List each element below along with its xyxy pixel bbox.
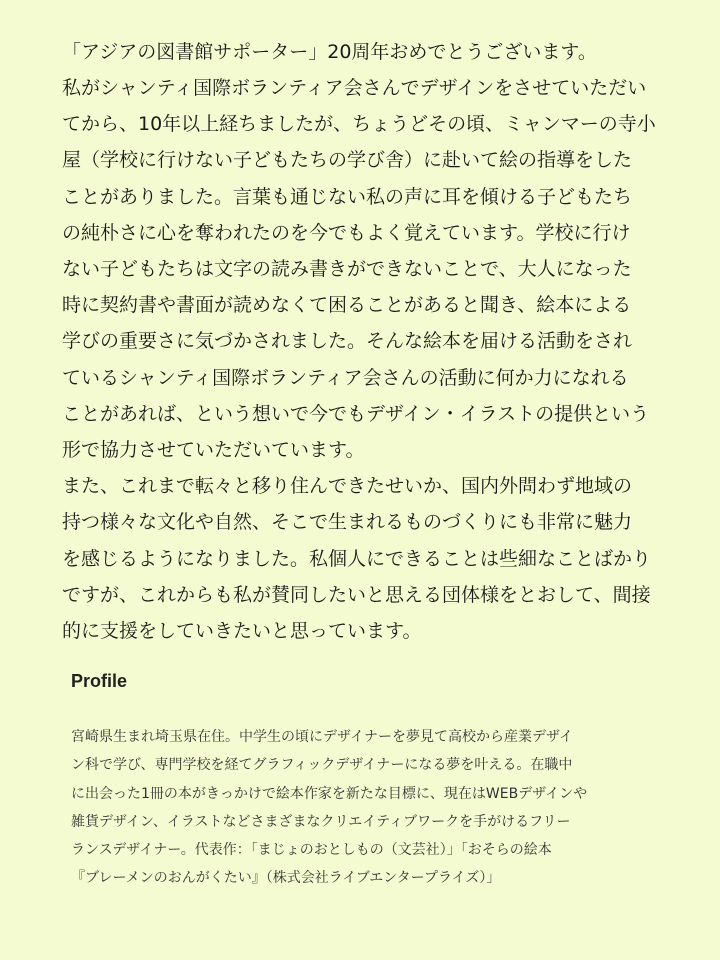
- profile-line: 宮崎県生まれ埼玉県在住。中学生の頃にデザイナーを夢見て高校から産業デザイ: [71, 729, 574, 745]
- profile-line: ン科で学び、専門学校を経てグラフィックデザイナーになる夢を叶える。在職中: [71, 757, 573, 774]
- paragraph-line: ことがあれば、という想いで今でもデザイン・イラストの提供という: [62, 402, 650, 425]
- profile-heading: Profile: [71, 671, 128, 691]
- paragraph-line: ているシャンティ国際ボランティア会さんの活動に何か力になれる: [62, 366, 629, 389]
- profile-line: 『ブレーメンのおんがくたい』（株式会社ライブエンタープライズ）」: [71, 870, 501, 887]
- message-section: [62, 34, 662, 649]
- profile-line: に出会った1冊の本がきっかけで絵本作家を新たな目標に、現在はWEBデザインや: [71, 785, 588, 802]
- message-title: 「アジアの図書館サポーター」20周年おめでとうございます。: [62, 41, 597, 63]
- profile-line: 雑貨デザイン、イラストなどさまざまなクリエイティブワークを手がけるフリー: [71, 813, 571, 830]
- paragraph-line: の純朴さに心を奪われたのを今でもよく覚えています。学校に行け: [62, 221, 631, 244]
- paragraph-line: 学びの重要さに気づかされました。そんな絵本を届ける活動をされ: [62, 330, 633, 353]
- paragraph-line: また、これまで転々と移り住んできたせいか、国内外問わず地域の: [62, 475, 633, 498]
- paragraph-line: 屋（学校に行けない子どもたちの学び舎）に赴いて絵の指導をした: [62, 149, 633, 172]
- paragraph-line: 的に支援をしていきたいと思っています。: [62, 620, 422, 643]
- paragraph-line: 持つ様々な文化や自然、そこで生まれるものづくりにも非常に魅力: [62, 511, 633, 534]
- profile-line: ランスデザイナー。代表作：「まじょのおとしもの（文芸社）」「おそらの絵本: [71, 842, 552, 859]
- paragraph-line: を感じるようになりました。私個人にできることは些細なことばかり: [62, 547, 652, 570]
- profile-text: [71, 723, 671, 893]
- paragraph-line: ない子どもたちは文字の読み書きができないことで、大人になった: [62, 258, 632, 281]
- message-paragraph-2: [62, 468, 662, 649]
- paragraph-line: ことがありました。言葉も通じない私の声に耳を傾ける子どもたち: [62, 185, 633, 208]
- paragraph-line: 私がシャンティ国際ボランティア会さんでデザインをさせていただい: [62, 77, 647, 99]
- paragraph-line: 時に契約書や書面が読めなくて困ることがあると聞き、絵本による: [62, 294, 632, 317]
- paragraph-line: ですが、これからも私が賛同したいと思える団体様をとおして、間接: [62, 583, 651, 606]
- paragraph-line: 形で協力させていただいています。: [62, 439, 365, 462]
- paragraph-line: てから、10年以上経ちましたが、ちょうどその頃、ミャンマーの寺小: [62, 113, 656, 136]
- message-paragraph-1: [62, 70, 662, 468]
